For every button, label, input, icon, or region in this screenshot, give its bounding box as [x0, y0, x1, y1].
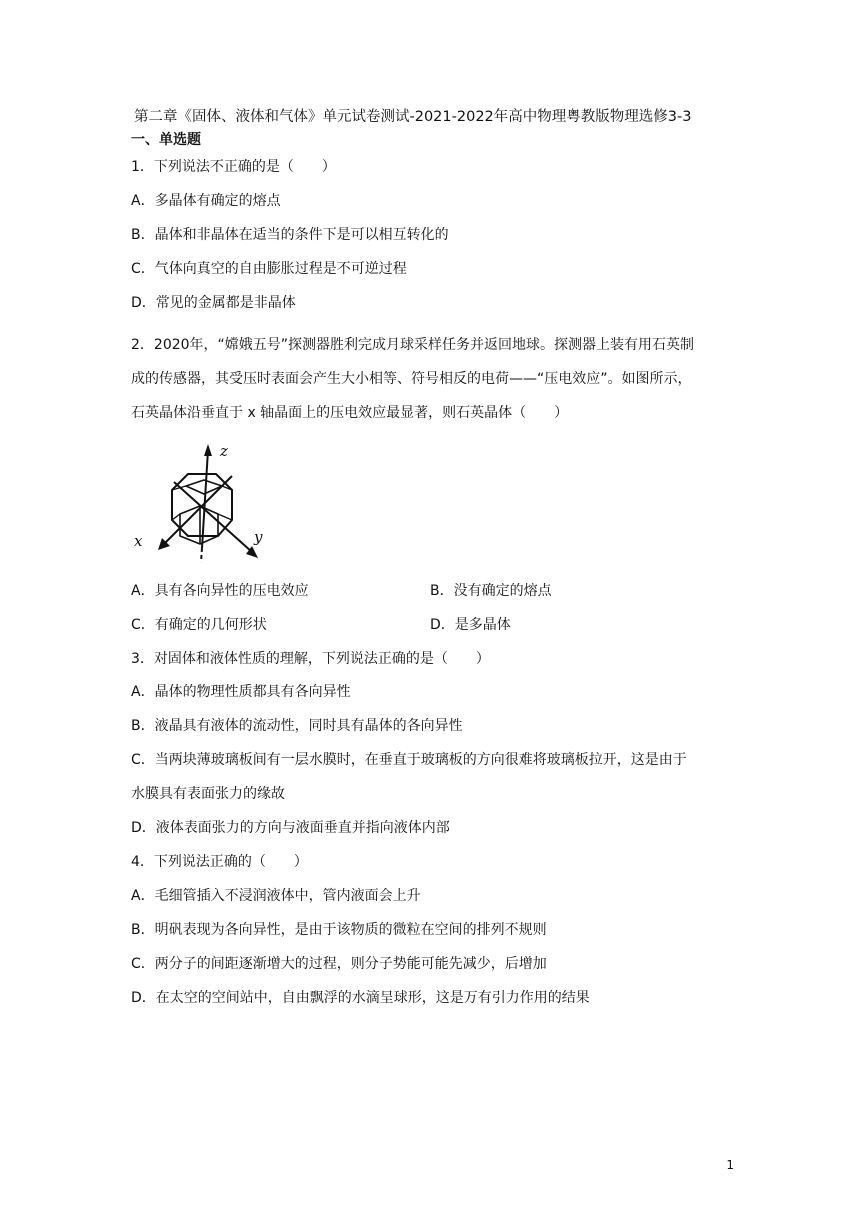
question-4-option-c: C．两分子的间距逐渐增大的过程，则分子势能可能先减少，后增加 [131, 956, 547, 972]
x-axis-line [164, 476, 232, 544]
question-2-option-d: D．是多晶体 [430, 617, 511, 633]
question-3-option-c-cont: 水膜具有表面张力的缘故 [131, 786, 285, 802]
question-3-option-c: C．当两块薄玻璃板间有一层水膜时，在垂直于玻璃板的方向很难将玻璃板拉开，这是由于 [131, 752, 687, 768]
question-2-stem-line-1: 2．2020年，“嫦娥五号”探测器胜利完成月球采样任务并返回地球。探测器上装有用石英制 [131, 337, 695, 353]
y-axis-line [174, 482, 252, 552]
question-1-stem: 1．下列说法不正确的是（ ） [131, 159, 336, 175]
question-3-stem: 3．对固体和液体性质的理解，下列说法正确的是（ ） [131, 651, 490, 667]
question-1-option-b: B．晶体和非晶体在适当的条件下是可以相互转化的 [131, 227, 449, 243]
question-2-stem-line-3: 石英晶体沿垂直于 x 轴晶面上的压电效应最显著，则石英晶体（ ） [131, 405, 569, 421]
question-2-stem-line-2: 成的传感器，其受压时表面会产生大小相等、符号相反的电荷——“压电效应”。如图所示， [131, 371, 692, 387]
question-1-option-d: D．常见的金属都是非晶体 [131, 295, 296, 311]
question-4-option-a: A．毛细管插入不浸润液体中，管内液面会上升 [131, 888, 421, 904]
question-3-option-a: A．晶体的物理性质都具有各向异性 [131, 684, 351, 700]
y-axis-label: y [254, 528, 263, 546]
question-2-option-b: B．没有确定的熔点 [430, 583, 552, 599]
question-3-option-d: D．液体表面张力的方向与液面垂直并指向液体内部 [131, 820, 450, 836]
question-4-option-d: D．在太空的空间站中，自由飘浮的水滴呈球形，这是万有引力作用的结果 [131, 990, 590, 1006]
quartz-crystal-figure [128, 440, 278, 570]
question-3-option-b: B．液晶具有液体的流动性，同时具有晶体的各向异性 [131, 718, 463, 734]
question-1-option-c: C．气体向真空的自由膨胀过程是不可逆过程 [131, 261, 407, 277]
page-number: 1 [726, 1158, 734, 1172]
z-axis-label: z [220, 442, 228, 460]
question-2-option-c: C．有确定的几何形状 [131, 617, 267, 633]
x-axis-label: x [134, 532, 143, 550]
question-4-option-b: B．明矾表现为各向异性，是由于该物质的微粒在空间的排列不规则 [131, 922, 547, 938]
question-2-option-a: A．具有各向异性的压电效应 [131, 583, 309, 599]
section-heading: 一、单选题 [131, 132, 201, 148]
question-1-option-a: A．多晶体有确定的熔点 [131, 193, 281, 209]
document-title: 第二章《固体、液体和气体》单元试卷测试-2021-2022年高中物理粤教版物理选修3-3 [134, 109, 692, 125]
z-axis-line [202, 450, 208, 548]
z-axis-arrow-icon [204, 444, 212, 456]
question-4-stem: 4．下列说法正确的（ ） [131, 854, 308, 870]
